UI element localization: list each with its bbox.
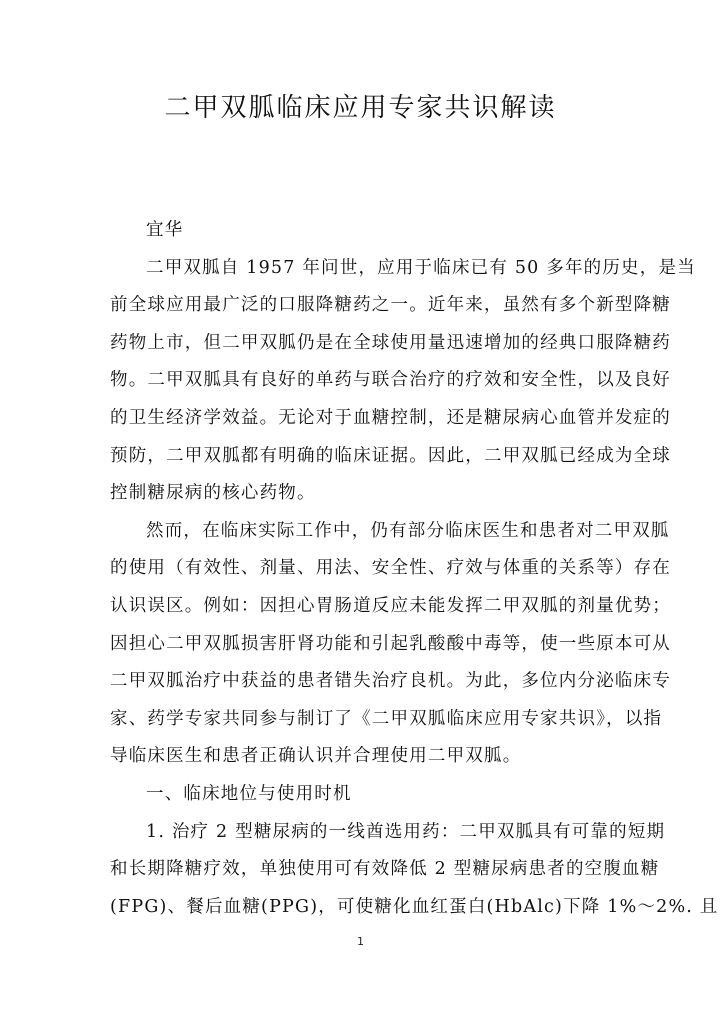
document-title: 二甲双胍临床应用专家共识解读 [164, 93, 557, 123]
paragraph-lines [110, 250, 719, 927]
text-line: 因担心二甲双胍损害肝肾功能和引起乳酸酸中毒等，使一些原本可从 [110, 633, 671, 654]
text-line: 然而，在临床实际工作中，仍有部分临床医生和患者对二甲双胍 [146, 520, 670, 541]
text-line: 的使用（有效性、剂量、用法、安全性、疗效与体重的关系等）存在 [110, 558, 671, 579]
text-line: 一、临床地位与使用时机 [146, 783, 352, 804]
text-line: 二甲双胍治疗中获益的患者错失治疗良机。为此，多位内分泌临床专 [110, 671, 671, 692]
text-line: 家、药学专家共同参与制订了《二甲双胍临床应用专家共识》，以指 [110, 708, 663, 729]
text-line: 预防，二甲双胍都有明确的临床证据。因此，二甲双胍已经成为全球 [110, 445, 671, 466]
text-line: 导临床医生和患者正确认识并合理使用二甲双胍。 [110, 746, 522, 767]
text-line: 药物上市，但二甲双胍仍是在全球使用量迅速增加的经典口服降糖药 [110, 332, 671, 353]
page-number: 1 [357, 935, 364, 948]
text-line: 物。二甲双胍具有良好的单药与联合治疗的疗效和安全性，以及良好 [110, 370, 671, 391]
author-line: 宜华 [146, 220, 184, 240]
text-line: 和长期降糖疗效，单独使用可有效降低 2 型糖尿病患者的空腹血糖 [110, 859, 660, 880]
text-line: 认识误区。例如：因担心胃肠道反应未能发挥二甲双胍的剂量优势； [110, 595, 671, 616]
text-line: 前全球应用最广泛的口服降糖药之一。近年来，虽然有多个新型降糖 [110, 295, 671, 316]
text-line: (FPG)、餐后血糖(PPG)，可使糖化血红蛋白(HbAlc)下降 1%～2%. 且 [110, 896, 719, 917]
text-line: 控制糖尿病的核心药物。 [110, 483, 316, 504]
document-body [110, 212, 719, 926]
text-line: 二甲双胍自 1957 年问世，应用于临床已有 50 多年的历史，是当 [146, 257, 696, 278]
text-line: 1. 治疗 2 型糖尿病的一线酋选用药：二甲双胍具有可靠的短期 [146, 821, 666, 842]
text-line: 的卫生经济学效益。无论对于血糖控制，还是糖尿病心血管并发症的 [110, 407, 671, 428]
